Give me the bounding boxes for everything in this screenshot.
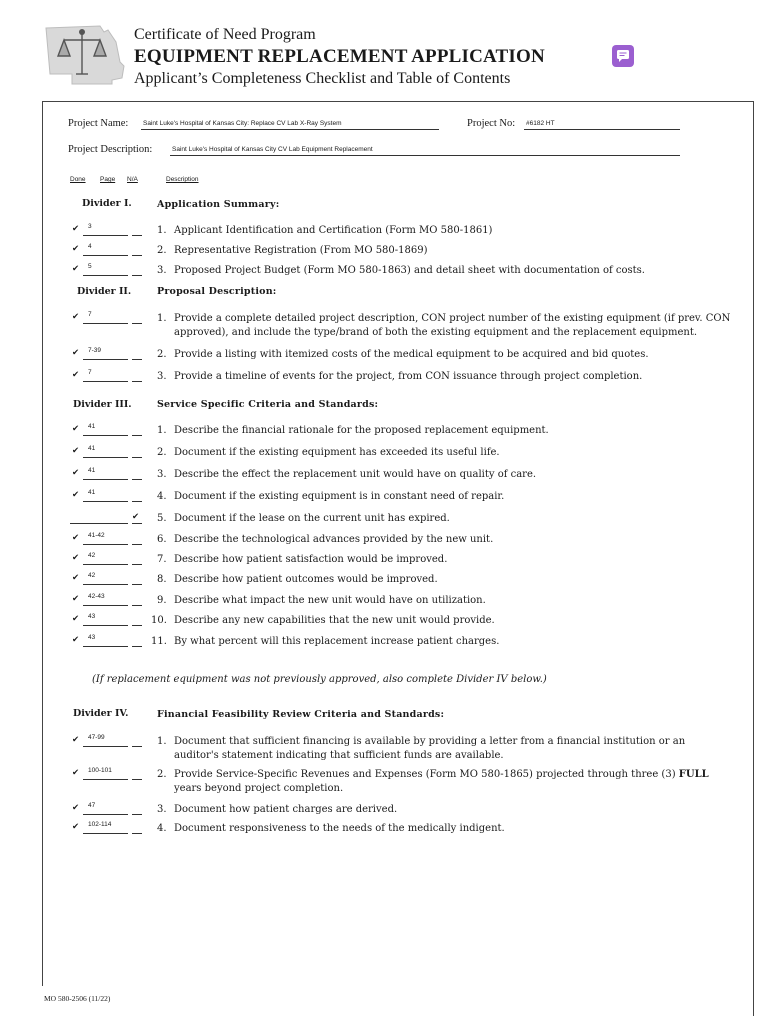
- page-reference[interactable]: 4: [88, 243, 92, 250]
- item-description: Document if the existing equipment is in constant need of repair.: [174, 491, 505, 502]
- done-checkmark-icon[interactable]: ✔: [72, 370, 80, 380]
- done-checkmark-icon[interactable]: ✔: [72, 573, 80, 583]
- col-na-header: N/A: [127, 176, 138, 183]
- item-description: Provide a timeline of events for the project, from CON issuance through project completion.: [174, 371, 643, 382]
- project-name-field[interactable]: Saint Luke's Hospital of Kansas City: Replace CV Lab X-Ray System: [141, 119, 439, 130]
- page-field-line: [83, 359, 128, 360]
- item-description: Describe any new capabilities that the new unit would provide.: [174, 615, 495, 626]
- page-title: EQUIPMENT REPLACEMENT APPLICATION: [134, 46, 545, 67]
- form-frame-right: [753, 101, 754, 1016]
- na-field-line: [132, 479, 142, 480]
- section-heading: Application Summary:: [157, 199, 280, 210]
- page-field-line: [83, 275, 128, 276]
- done-checkmark-icon[interactable]: ✔: [72, 533, 80, 543]
- page-field-line: [83, 779, 128, 780]
- done-checkmark-icon[interactable]: ✔: [72, 822, 80, 832]
- divider-label: Divider II.: [77, 286, 132, 297]
- item-description: Describe the technological advances provided by the new unit.: [174, 534, 494, 545]
- item-number: 4.: [157, 491, 167, 502]
- item-description: Document if the existing equipment has exceeded its useful life.: [174, 447, 500, 458]
- missouri-seal-icon: [42, 22, 132, 88]
- page-field-line: [83, 746, 128, 747]
- na-field-line: [132, 359, 142, 360]
- item-description: Document that sufficient financing is available by providing a letter from a financial institution or an: [174, 736, 686, 747]
- item-number: 2.: [157, 769, 167, 780]
- done-checkmark-icon[interactable]: ✔: [72, 446, 80, 456]
- na-field-line: [132, 544, 142, 545]
- form-frame-left: [42, 101, 43, 986]
- done-checkmark-icon[interactable]: ✔: [72, 803, 80, 813]
- item-number: 7.: [157, 554, 167, 565]
- page-reference[interactable]: 47: [88, 802, 96, 809]
- na-field-line: [132, 814, 142, 815]
- page-reference[interactable]: 100-101: [88, 767, 112, 774]
- page-reference[interactable]: 41: [88, 445, 96, 452]
- done-checkmark-icon[interactable]: ✔: [72, 553, 80, 563]
- na-field-line: [132, 833, 142, 834]
- na-field-line: [132, 501, 142, 502]
- na-field-line: [132, 605, 142, 606]
- item-number: 2.: [157, 349, 167, 360]
- page-field-line: [83, 646, 128, 647]
- item-number: 3.: [157, 804, 167, 815]
- item-description: By what percent will this replacement increase patient charges.: [174, 636, 500, 647]
- item-description: Provide Service-Specific Revenues and Expenses (Form MO 580-1865) projected through three (3) FULL: [174, 769, 709, 780]
- item-number: 10.: [151, 615, 167, 626]
- done-checkmark-icon[interactable]: ✔: [72, 490, 80, 500]
- page-field-line: [83, 833, 128, 834]
- divider-label: Divider I.: [82, 198, 132, 209]
- done-checkmark-icon[interactable]: ✔: [72, 224, 80, 234]
- item-number: 5.: [157, 513, 167, 524]
- page-reference[interactable]: 41: [88, 423, 96, 430]
- col-page-header: Page: [100, 176, 116, 183]
- na-field-line: [132, 523, 142, 524]
- page-field-line: [83, 625, 128, 626]
- page-field-line: [83, 235, 128, 236]
- item-number: 3.: [157, 265, 167, 276]
- na-field-line: [132, 779, 142, 780]
- na-field-line: [132, 435, 142, 436]
- na-field-line: [132, 746, 142, 747]
- page-field-line: [83, 605, 128, 606]
- item-number: 1.: [157, 313, 167, 324]
- page-reference[interactable]: 7: [88, 311, 92, 318]
- item-description: Describe how patient outcomes would be improved.: [174, 574, 438, 585]
- page-field-line: [83, 501, 128, 502]
- form-number: MO 580-2506 (11/22): [44, 994, 111, 1003]
- na-field-line: [132, 381, 142, 382]
- item-description: years beyond project completion.: [174, 783, 344, 794]
- page-reference[interactable]: 43: [88, 613, 96, 620]
- done-checkmark-icon[interactable]: ✔: [72, 468, 80, 478]
- page-reference[interactable]: 42: [88, 572, 96, 579]
- comment-button[interactable]: [612, 45, 634, 67]
- na-field-line: [132, 323, 142, 324]
- item-description: Document responsiveness to the needs of the medically indigent.: [174, 823, 505, 834]
- item-description: approved), and include the type/brand of both the existing equipment and the replacement equipment.: [174, 327, 698, 338]
- item-number: 2.: [157, 245, 167, 256]
- project-name-label: Project Name:: [68, 118, 129, 129]
- item-number: 3.: [157, 371, 167, 382]
- page-field-line: [83, 584, 128, 585]
- page-subtitle: Applicant’s Completeness Checklist and Table of Contents: [134, 70, 511, 87]
- na-field-line: [132, 235, 142, 236]
- item-number: 4.: [157, 823, 167, 834]
- section-heading: Proposal Description:: [157, 286, 277, 297]
- na-field-line: [132, 625, 142, 626]
- na-field-line: [132, 275, 142, 276]
- section-heading: Service Specific Criteria and Standards:: [157, 399, 379, 410]
- na-field-line: [132, 457, 142, 458]
- item-description: auditor's statement indicating that sufficient funds are available.: [174, 750, 504, 761]
- item-description: Document if the lease on the current unit has expired.: [174, 513, 450, 524]
- item-description: Representative Registration (From MO 580-1869): [174, 245, 428, 256]
- done-checkmark-icon[interactable]: ✔: [72, 244, 80, 254]
- page-field-line: [83, 255, 128, 256]
- item-number: 1.: [157, 225, 167, 236]
- page-reference[interactable]: 43: [88, 634, 96, 641]
- project-no-field[interactable]: #6182 HT: [524, 119, 680, 130]
- page-reference[interactable]: 5: [88, 263, 92, 270]
- item-number: 1.: [157, 425, 167, 436]
- item-number: 1.: [157, 736, 167, 747]
- item-number: 2.: [157, 447, 167, 458]
- page-reference[interactable]: 102-114: [88, 821, 112, 828]
- item-description: Applicant Identification and Certification (Form MO 580-1861): [174, 225, 493, 236]
- item-description: Document how patient charges are derived.: [174, 804, 398, 815]
- item-number: 6.: [157, 534, 167, 545]
- done-checkmark-icon[interactable]: ✔: [72, 264, 80, 274]
- col-done-header: Done: [70, 176, 86, 183]
- page-reference[interactable]: 47-99: [88, 734, 105, 741]
- divider-label: Divider IV.: [73, 708, 129, 719]
- done-checkmark-icon[interactable]: ✔: [72, 735, 80, 745]
- done-checkmark-icon[interactable]: ✔: [72, 348, 80, 358]
- page-reference[interactable]: 7-39: [88, 347, 102, 354]
- emphasis-text: FULL: [678, 769, 709, 780]
- item-description: Describe the financial rationale for the proposed replacement equipment.: [174, 425, 549, 436]
- na-field-line: [132, 584, 142, 585]
- page-field-line: [83, 814, 128, 815]
- item-description: Provide a listing with itemized costs of the medical equipment to be acquired and bid quotes.: [174, 349, 649, 360]
- page-reference[interactable]: 3: [88, 223, 92, 230]
- project-description-field[interactable]: Saint Luke's Hospital of Kansas City CV Lab Equipment Replacement: [170, 145, 680, 156]
- page-field-line: [83, 544, 128, 545]
- item-description: Provide a complete detailed project description, CON project number of the existing equipment (if prev. CON: [174, 313, 731, 324]
- item-description: Describe how patient satisfaction would be improved.: [174, 554, 448, 565]
- page-field-line: [83, 457, 128, 458]
- item-description: Proposed Project Budget (Form MO 580-1863) and detail sheet with documentation of costs.: [174, 265, 645, 276]
- page-reference[interactable]: 7: [88, 369, 92, 376]
- page-reference[interactable]: 41-42: [88, 532, 105, 539]
- form-frame-top: [42, 101, 754, 102]
- comment-icon: [612, 45, 634, 67]
- project-description-label: Project Description:: [68, 144, 153, 155]
- done-checkmark-icon[interactable]: ✔: [72, 768, 80, 778]
- done-checkmark-icon[interactable]: ✔: [72, 594, 80, 604]
- item-description: Describe the effect the replacement unit would have on quality of care.: [174, 469, 537, 480]
- page-field-line: [83, 381, 128, 382]
- item-number: 8.: [157, 574, 167, 585]
- page-reference[interactable]: 41: [88, 489, 96, 496]
- page-reference[interactable]: 41: [88, 467, 96, 474]
- page-field-line: [83, 323, 128, 324]
- na-field-line: [132, 255, 142, 256]
- na-field-line: [132, 646, 142, 647]
- item-number: 9.: [157, 595, 167, 606]
- done-checkmark-icon[interactable]: ✔: [72, 614, 80, 624]
- project-no-label: Project No:: [467, 118, 516, 129]
- page-reference[interactable]: 42-43: [88, 593, 105, 600]
- item-number: 11.: [151, 636, 167, 647]
- col-description-header: Description: [166, 176, 199, 183]
- na-field-line: [132, 564, 142, 565]
- section-heading: Financial Feasibility Review Criteria and Standards:: [157, 709, 445, 720]
- page-reference[interactable]: 42: [88, 552, 96, 559]
- done-checkmark-icon[interactable]: ✔: [72, 424, 80, 434]
- item-description: Describe what impact the new unit would have on utilization.: [174, 595, 486, 606]
- page-field-line: [83, 564, 128, 565]
- page-field-line: [70, 523, 128, 524]
- item-number: 3.: [157, 469, 167, 480]
- program-title: Certificate of Need Program: [134, 26, 316, 43]
- divider-iv-note: (If replacement equipment was not previously approved, also complete Divider IV below.): [92, 674, 547, 685]
- done-checkmark-icon[interactable]: ✔: [72, 635, 80, 645]
- divider-label: Divider III.: [73, 399, 132, 410]
- page-field-line: [83, 479, 128, 480]
- na-checkmark-icon[interactable]: ✔: [132, 512, 140, 522]
- done-checkmark-icon[interactable]: ✔: [72, 312, 80, 322]
- page-field-line: [83, 435, 128, 436]
